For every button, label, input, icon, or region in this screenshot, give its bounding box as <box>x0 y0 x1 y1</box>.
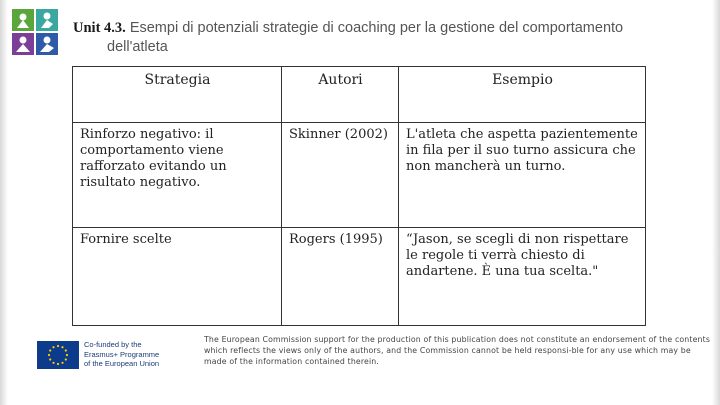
cell-example: “Jason, se scegli di non rispettare le regole ti verrà chiesto di andartene. È una tua scelta." <box>399 228 646 326</box>
eu-cofunded-text <box>84 340 159 369</box>
header-autori: Autori <box>282 67 399 123</box>
logo-caption <box>12 52 58 56</box>
header-strategia: Strategia <box>73 67 282 123</box>
title-line-2: dell'atleta <box>107 39 168 55</box>
eu-flag-icon <box>37 341 79 369</box>
project-logo-icon <box>11 8 59 56</box>
header-esempio: Esempio <box>399 67 646 123</box>
table-header-row <box>73 67 646 123</box>
left-edge-shade <box>0 0 8 405</box>
cell-strategy: Fornire scelte <box>73 228 282 326</box>
eu-line-3: of the European Union <box>84 359 160 368</box>
eu-line-2: Erasmus+ Programme <box>84 349 160 359</box>
eu-disclaimer: The European Commission support for the production of this publication does not constitute an endorsement of the contents which reflects the views only of the authors, and the Commission cannot be held responsi-ble for any use which may be made of the information contained therein. <box>204 335 711 366</box>
page-title <box>73 19 673 57</box>
table-row <box>73 228 646 326</box>
cell-example: L'atleta che aspetta pazientemente in fila per il suo turno assicura che non mancherà un turno. <box>399 123 646 228</box>
cell-author: Rogers (1995) <box>282 228 399 326</box>
cell-strategy: Rinforzo negativo: il comportamento viene rafforzato evitando un risultato negativo. <box>73 123 282 228</box>
unit-label: Unit 4.3. <box>73 20 126 36</box>
strategies-table <box>72 66 646 326</box>
table-row <box>73 123 646 228</box>
title-line-1: Esempi di potenziali strategie di coaching per la gestione del comportamento <box>129 20 624 36</box>
cell-author: Skinner (2002) <box>282 123 399 228</box>
eu-line-1: Co-funded by the <box>84 340 142 349</box>
